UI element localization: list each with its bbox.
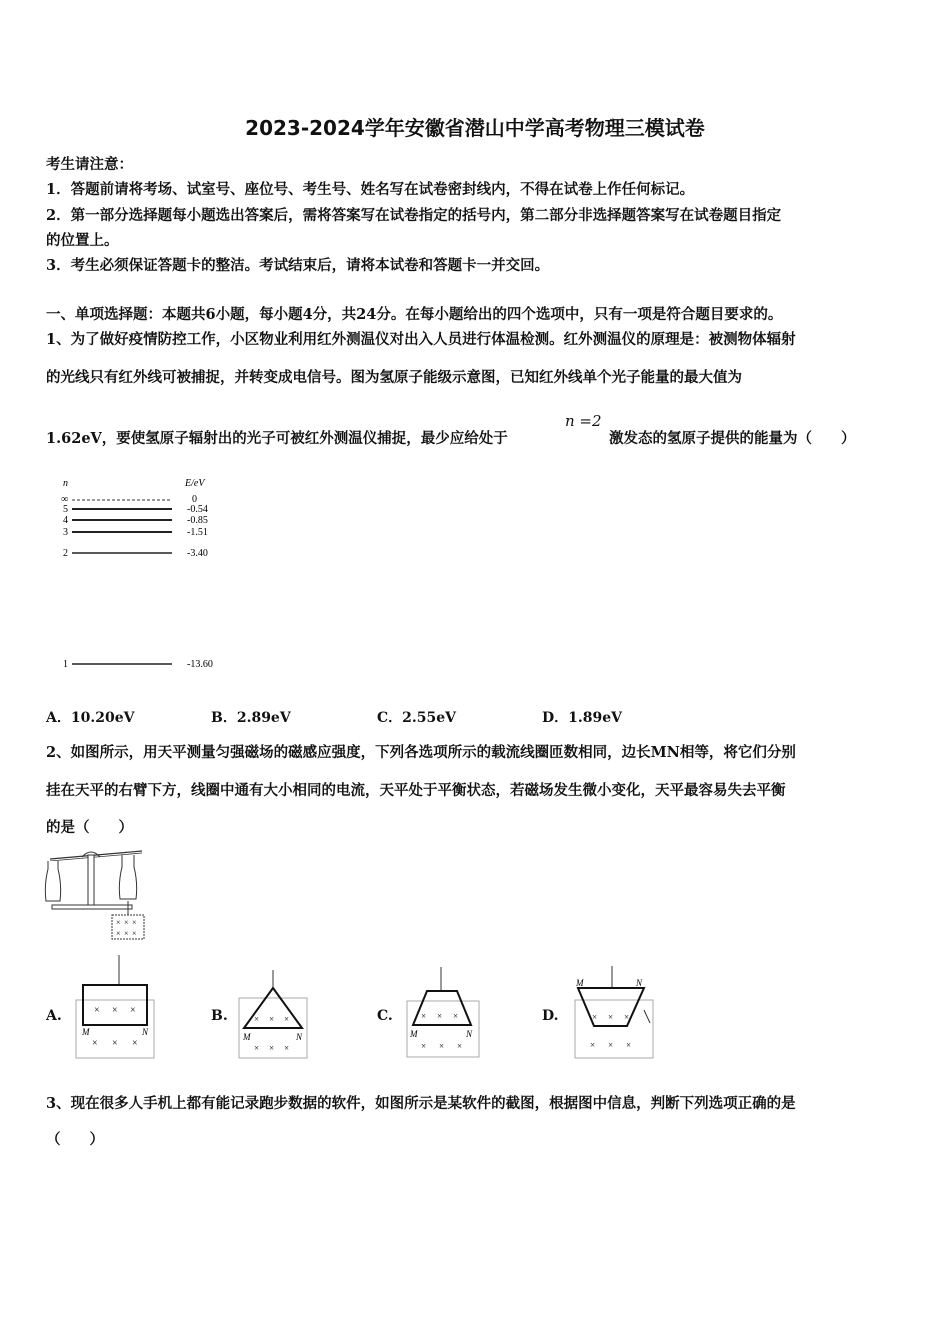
field-x: ×: [439, 1041, 445, 1051]
q1-option-d[interactable]: D．1.89eV: [542, 710, 623, 726]
label-m: M: [410, 1029, 418, 1039]
q1-math-n2: n =2: [565, 412, 602, 430]
level-3-e: -1.51: [187, 527, 208, 538]
notice-item-2-cont: 的位置上。: [46, 232, 119, 249]
label-n: N: [296, 1032, 303, 1042]
option-d-mark: [642, 1008, 654, 1026]
level-5-n: 5: [63, 504, 68, 515]
field-x: ×: [624, 1012, 630, 1022]
field-x: ×: [453, 1011, 459, 1021]
field-x: ×: [284, 1043, 290, 1053]
label-n: N: [466, 1029, 473, 1039]
q1-option-b[interactable]: B．2.89eV: [211, 710, 291, 726]
field-x: ×: [437, 1011, 443, 1021]
notice-heading: 考生请注意：: [46, 156, 133, 173]
level-3-n: 3: [63, 527, 68, 538]
notice-item-2: 2．第一部分选择题每小题选出答案后，需将答案写在试卷指定的括号内，第二部分非选择题答案写在试卷题目指定: [46, 207, 782, 224]
field-x: ×: [116, 929, 121, 938]
field-x: ×: [608, 1040, 614, 1050]
q2-option-d-label[interactable]: D.: [542, 1008, 559, 1024]
field-x: ×: [92, 1038, 98, 1049]
field-x: ×: [269, 1014, 275, 1024]
diagram-n-label: n: [63, 478, 68, 489]
q3-line2: （ ）: [46, 1131, 104, 1148]
level-2-e: -3.40: [187, 548, 208, 559]
option-d-slash: [644, 1010, 650, 1023]
diagram-e-label: E/eV: [185, 478, 205, 489]
notice-item-1: 1．答题前请将考场、试室号、座位号、考生号、姓名写在试卷密封线内，不得在试卷上作任何标记。: [46, 181, 695, 198]
label-m: M: [576, 978, 584, 988]
field-x: ×: [94, 1005, 100, 1016]
label-m: M: [243, 1032, 251, 1042]
q2-option-a-label[interactable]: A.: [46, 1008, 62, 1024]
q1-line1: 1、为了做好疫情防控工作，小区物业利用红外测温仪对出入人员进行体温检测。红外测温仪的原理是：被测物体辐射: [46, 331, 796, 348]
q1-option-a[interactable]: A．10.20eV: [46, 710, 135, 726]
level-inf-n: ∞: [61, 494, 69, 505]
field-x: ×: [254, 1014, 260, 1024]
label-n: N: [142, 1027, 149, 1037]
level-inf-e: 0: [192, 494, 197, 505]
field-x: ×: [112, 1038, 118, 1049]
q1-line2: 的光线只有红外线可被捕捉，并转变成电信号。图为氢原子能级示意图，已知红外线单个光子能量的最大值为: [46, 369, 742, 386]
level-1-n: 1: [63, 659, 68, 670]
field-x: ×: [124, 929, 129, 938]
q2-line2: 挂在天平的右臂下方，线圈中通有大小相同的电流，天平处于平衡状态，若磁场发生微小变化，天平最容易失去平衡: [46, 782, 786, 799]
section-heading: 一、单项选择题：本题共6小题，每小题4分，共24分。在每小题给出的四个选项中，只有一项是符合题目要求的。: [46, 306, 783, 323]
field-x: ×: [269, 1043, 275, 1053]
field-x: ×: [112, 1005, 118, 1016]
label-n: N: [636, 978, 643, 988]
q2-option-c-figure[interactable]: [403, 967, 483, 1062]
q3-line1: 3、现在很多人手机上都有能记录跑步数据的软件，如图所示是某软件的截图，根据图中信息，判断下列选项正确的是: [46, 1095, 796, 1112]
q2-option-a-figure[interactable]: [72, 955, 157, 1063]
q2-option-c-label[interactable]: C.: [377, 1008, 393, 1024]
page-title: 2023-2024学年安徽省潜山中学高考物理三模试卷: [245, 116, 705, 140]
field-x: ×: [132, 929, 137, 938]
balance-base: [52, 905, 132, 909]
field-x: ×: [132, 1038, 138, 1049]
q2-option-b-figure[interactable]: [236, 970, 311, 1063]
field-x: ×: [590, 1040, 596, 1050]
level-4-n: 4: [63, 515, 68, 526]
level-2-n: 2: [63, 548, 68, 559]
q1-option-c[interactable]: C．2.55eV: [377, 710, 457, 726]
q2-line1: 2、如图所示，用天平测量匀强磁场的磁感应强度，下列各选项所示的载流线圈匝数相同，边长MN相等，将它们分别: [46, 744, 796, 761]
energy-level-diagram: [55, 472, 235, 677]
field-x: ×: [124, 918, 129, 927]
field-x: ×: [254, 1043, 260, 1053]
field-x: ×: [626, 1040, 632, 1050]
field-x: ×: [116, 918, 121, 927]
field-x: ×: [284, 1014, 290, 1024]
field-x: ×: [457, 1041, 463, 1051]
field-x: ×: [421, 1011, 427, 1021]
field-x: ×: [592, 1012, 598, 1022]
notice-item-3: 3．考生必须保证答题卡的整洁。考试结束后，请将本试卷和答题卡一并交回。: [46, 257, 550, 274]
q2-option-b-label[interactable]: B.: [211, 1008, 228, 1024]
level-4-e: -0.85: [187, 515, 208, 526]
field-x: ×: [608, 1012, 614, 1022]
balance-diagram: [42, 845, 152, 942]
label-m: M: [82, 1027, 90, 1037]
q2-line3: 的是（ ）: [46, 819, 133, 836]
level-5-e: -0.54: [187, 504, 208, 515]
right-pan: [119, 855, 136, 899]
q1-line3a: 1.62eV，要使氢原子辐射出的光子可被红外测温仪捕捉，最少应给处于: [46, 430, 508, 447]
field-x: ×: [132, 918, 137, 927]
left-pan: [45, 861, 60, 901]
level-1-e: -13.60: [187, 659, 213, 670]
balance-post: [88, 855, 94, 905]
field-x: ×: [421, 1041, 427, 1051]
field-x: ×: [130, 1005, 136, 1016]
q1-line3b: 激发态的氢原子提供的能量为（ ）: [609, 430, 856, 447]
